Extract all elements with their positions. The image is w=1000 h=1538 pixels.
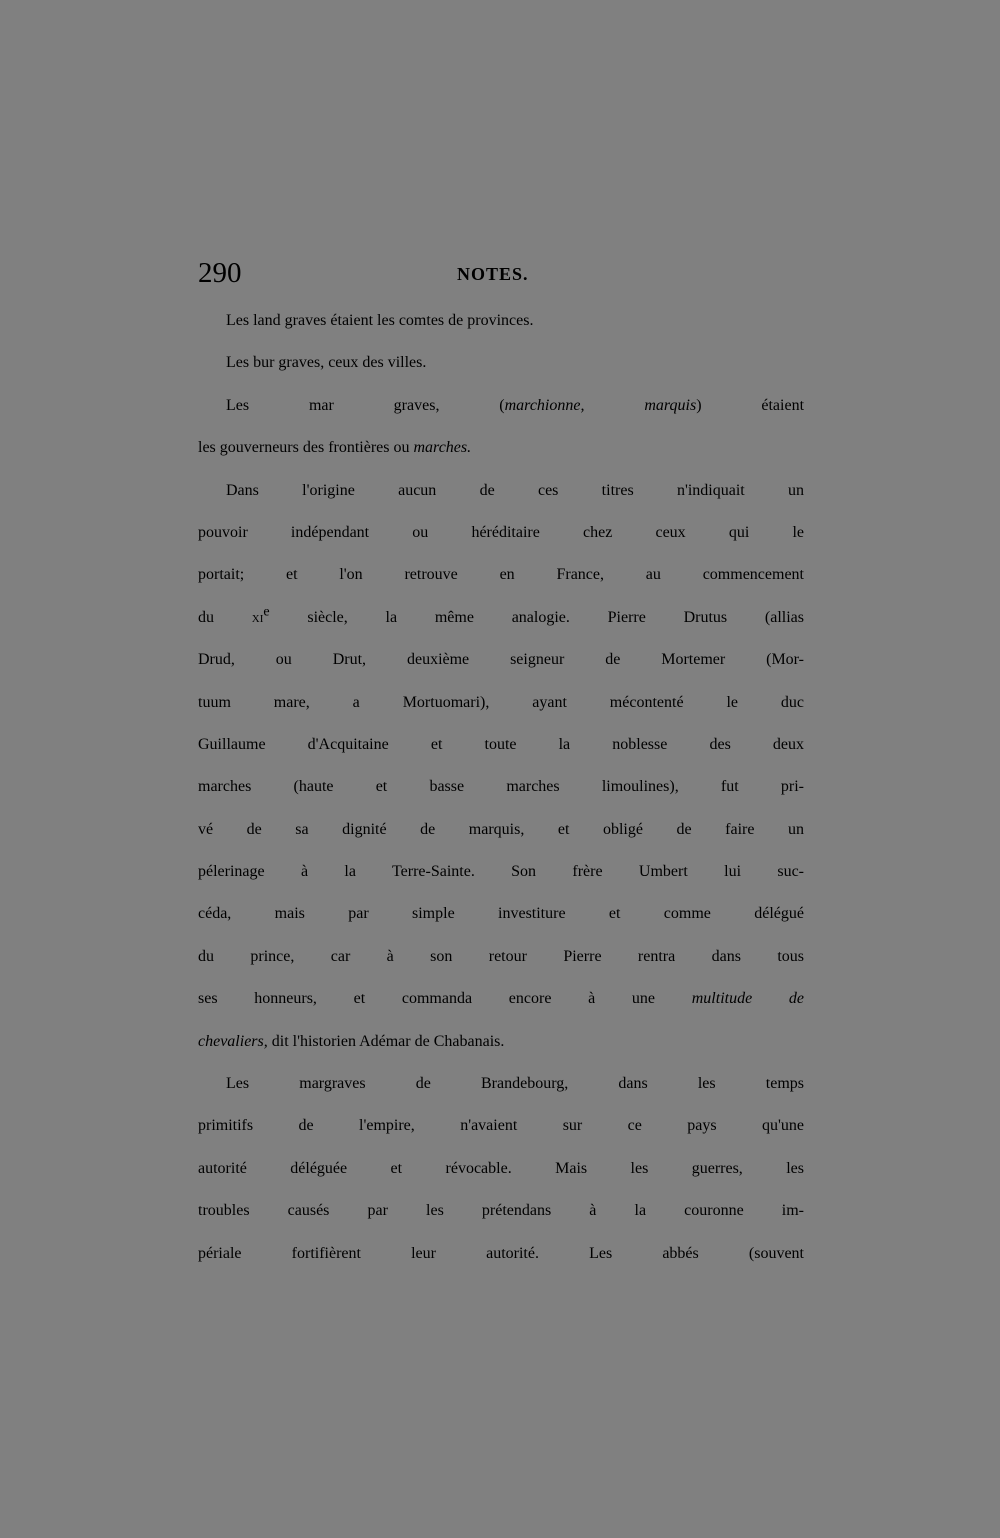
text-segment: Dans l'origine aucun de ces titres n'indiquait un [226,481,804,499]
text-segment: céda, mais par simple investiture et comme délégué [198,905,804,923]
text-line [198,312,804,354]
text-line [198,354,804,396]
superscript: e [263,604,270,620]
text-segment: du [198,608,252,626]
text-segment: troubles causés par les prétendans à la couronne im- [198,1202,804,1220]
text-segment: périale fortifièrent leur autorité. Les abbés (souvent [198,1244,804,1262]
text-line [198,524,804,566]
text-segment: ) étaient [696,396,805,414]
text-segment: ses honneurs, et commanda encore à une [198,990,692,1008]
text-line [198,1117,804,1159]
italic-text: chevaliers, [198,1032,268,1050]
text-line [198,821,804,863]
italic-text: marches. [413,439,472,457]
text-segment: primitifs de l'empire, n'avaient sur ce pays qu'une [198,1117,804,1135]
text-segment: siècle, la même analogie. Pierre Drutus (allias [269,608,805,626]
text-line [198,990,804,1032]
text-segment: marches (haute et basse marches limoulines), fut pri- [198,778,804,796]
text-line [198,863,804,905]
text-segment: autorité déléguée et révocable. Mais les guerres, les [198,1159,804,1177]
running-title: NOTES. [457,264,529,284]
text-line [198,1202,804,1244]
text-segment: Guillaume d'Acquitaine et toute la noblesse des deux [198,735,804,753]
text-segment: Les land graves étaient les comtes de provinces. [226,312,534,329]
small-caps-text: xi [251,608,264,626]
text-line [198,566,804,608]
text-line [198,694,804,736]
text-line [198,905,804,947]
italic-text: marchionne, marquis [504,396,697,414]
text-line [198,1033,804,1075]
text-line [198,1245,804,1287]
notes-body-text [198,312,804,1287]
text-line [198,948,804,990]
text-line [198,778,804,820]
text-segment: pouvoir indépendant ou héréditaire chez ceux qui le [198,523,804,541]
page-number: 290 [198,257,242,289]
text-segment: du prince, car à son retour Pierre rentra dans tous [198,947,804,965]
text-line [198,651,804,693]
text-line [198,482,804,524]
text-line [198,1160,804,1202]
text-segment: Les mar graves, ( [226,396,505,414]
text-segment: Les margraves de Brandebourg, dans les temps [226,1075,804,1093]
italic-text: multitude de [691,990,804,1008]
text-line [198,604,805,651]
text-segment: tuum mare, a Mortuomari), ayant mécontenté le duc [198,693,804,711]
text-segment: vé de sa dignité de marquis, et obligé de faire un [198,820,804,838]
text-segment: dit l'historien Adémar de Chabanais. [267,1032,505,1050]
text-segment: Les bur graves, ceux des villes. [226,354,427,372]
text-line [198,736,804,778]
text-segment: portait; et l'on retrouve en France, au commencement [198,566,804,584]
text-line [198,1075,804,1117]
text-line [198,397,804,439]
page-header [198,255,808,295]
text-line [198,439,804,481]
text-segment: pélerinage à la Terre-Sainte. Son frère Umbert lui suc- [198,863,804,881]
text-segment: les gouverneurs des frontières ou [198,439,414,457]
text-segment: Drud, ou Drut, deuxième seigneur de Mortemer (Mor- [198,651,804,669]
